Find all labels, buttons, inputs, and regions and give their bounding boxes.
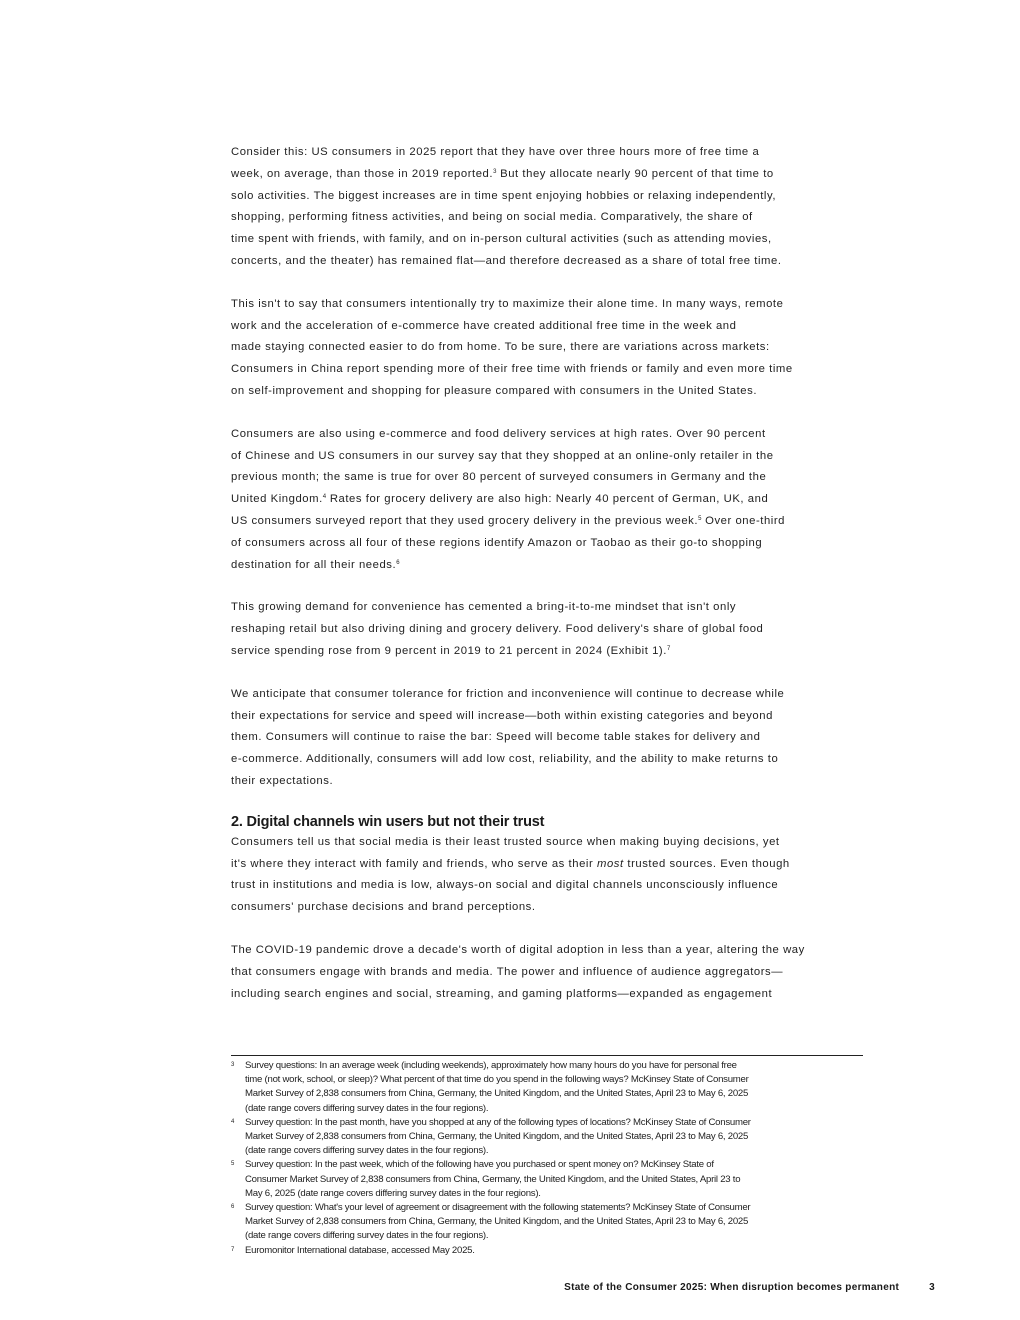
text-line: of consumers across all four of these regions identify Amazon or Taobao as their go-to shopping	[231, 536, 763, 549]
text-line: concerts, and the theater) has remained flat—and therefore decreased as a share of total free time.	[231, 254, 782, 267]
footnote	[231, 1244, 865, 1258]
paragraph-7	[231, 940, 865, 1005]
paragraph-1	[231, 142, 865, 273]
text-line: reshaping retail but also driving dining and grocery delivery. Food delivery's share of global food	[231, 623, 764, 636]
text-line: time spent with friends, with family, and on in-person cultural activities (such as attending movies,	[231, 233, 772, 246]
text-line: solo activities. The biggest increases are in time spent enjoying hobbies or relaxing independently,	[231, 189, 777, 202]
text-line: their expectations for service and speed will increase—both within existing categories and beyond	[231, 709, 773, 722]
text-line: including search engines and social, streaming, and gaming platforms—expanded as engagement	[231, 987, 773, 1000]
page-footer	[564, 1282, 935, 1293]
footnote-line: time (not work, school, or sleep)? What percent of that time do you spend in the following ways? McKinsey State of Consumer	[245, 1074, 749, 1086]
footnote-line: Market Survey of 2,838 consumers from China, Germany, the United Kingdom, and the United States, April 23 to May 6, 2025	[245, 1216, 749, 1228]
text-line: that consumers engage with brands and media. The power and influence of audience aggregators—	[231, 965, 784, 978]
footnote-number: 7	[231, 1246, 235, 1253]
footnote-ref: 6	[396, 559, 400, 566]
text-line: shopping, performing fitness activities, and being on social media. Comparatively, the share of	[231, 211, 753, 224]
footnote-line: Consumer Market Survey of 2,838 consumers from China, Germany, the United Kingdom, and the United States, April 23 to	[245, 1173, 741, 1185]
page-number: 3	[929, 1282, 935, 1293]
text-line: week, on average, than those in 2019 reported.$^3$ But they allocate nearly 90 percent of that time to	[231, 167, 774, 180]
text-line: The COVID-19 pandemic drove a decade's worth of digital adoption in less than a year, altering the way	[231, 943, 805, 956]
footnote-line: Survey question: In the past week, which of the following have you purchased or spent money on? McKinsey State of	[245, 1159, 714, 1171]
text-line: Consumers in China report spending more of their free time with friends or family and even more time	[231, 363, 793, 376]
text-line: United Kingdom.$^4$ Rates for grocery delivery are also high: Nearly 40 percent of German, UK, and	[231, 493, 769, 506]
text-line: Consider this: US consumers in 2025 report that they have over three hours more of free time a	[231, 146, 760, 158]
footnote-number: 6	[231, 1204, 235, 1211]
footnote	[231, 1201, 865, 1244]
footnote-number: 4	[231, 1118, 235, 1125]
footnote-divider	[231, 1055, 863, 1056]
footnote-number: 3	[231, 1062, 235, 1068]
text-line: them. Consumers will continue to raise the bar: Speed will become table stakes for delivery and	[231, 731, 761, 744]
footnote-number: 5	[231, 1161, 235, 1168]
footnote-line: Survey question: What's your level of agreement or disagreement with the following statements? McKinsey State of Consumer	[245, 1202, 751, 1214]
footnote-line: Market Survey of 2,838 consumers from China, Germany, the United Kingdom, and the United States, April 23 to May 6, 2025	[245, 1088, 749, 1100]
emphasis: most	[597, 857, 624, 870]
footnote	[231, 1059, 865, 1116]
text-line: previous month; the same is true for over 80 percent of surveyed consumers in Germany and the	[231, 471, 767, 484]
paragraph-2	[231, 294, 865, 403]
footnote-ref: 5	[698, 515, 702, 522]
text-line: US consumers surveyed report that they used grocery delivery in the previous week.$^5$ Over one-third	[231, 514, 786, 527]
text-line: made staying connected easier to do from home. To be sure, there are variations across markets:	[231, 341, 770, 354]
paragraph-5	[231, 684, 865, 793]
article-body	[231, 142, 865, 1026]
text-line: destination for all their needs.$^6$	[231, 558, 400, 571]
text-line: This isn't to say that consumers intentionally try to maximize their alone time. In many ways, remote	[231, 297, 784, 310]
text-line: We anticipate that consumer tolerance for friction and inconvenience will continue to decrease while	[231, 687, 785, 700]
text-line: on self-improvement and shopping for pleasure compared with consumers in the United States.	[231, 384, 758, 397]
footnote-line: (date range covers differing survey dates in the four regions).	[245, 1230, 489, 1242]
footnote-line: (date range covers differing survey dates in the four regions).	[245, 1145, 489, 1157]
footnote-line: (date range covers differing survey dates in the four regions).	[245, 1102, 489, 1114]
footnote	[231, 1158, 865, 1201]
paragraph-3	[231, 424, 865, 577]
footnote-line: Market Survey of 2,838 consumers from China, Germany, the United Kingdom, and the United States, April 23 to May 6, 2025	[245, 1131, 749, 1143]
text-line: their expectations.	[231, 774, 334, 787]
footer-title: State of the Consumer 2025: When disruption becomes permanent	[564, 1282, 900, 1293]
text-line: work and the acceleration of e-commerce have created additional free time in the week and	[231, 319, 737, 332]
text-line: of Chinese and US consumers in our survey say that they shopped at an online-only retailer in the	[231, 449, 774, 462]
footnote-ref: 4	[322, 494, 327, 501]
section-heading: 2. Digital channels win users but not their trust	[231, 813, 545, 830]
text-line: it's where they interact with family and friends, who serve as their most trusted sources. Even though	[231, 857, 790, 870]
text-line: trust in institutions and media is low, always-on social and digital channels unconsciously influence	[231, 879, 779, 892]
footnote	[231, 1116, 865, 1159]
paragraph-6	[231, 832, 865, 919]
footnote-line: May 6, 2025 (date range covers differing survey dates in the four regions).	[245, 1187, 541, 1199]
footnote-line: Survey questions: In an average week (including weekends), approximately how many hours do you have for personal free	[245, 1060, 737, 1071]
footnotes	[231, 1059, 865, 1258]
text-line: consumers' purchase decisions and brand perceptions.	[231, 901, 536, 914]
text-line: e-commerce. Additionally, consumers will add low cost, reliability, and the ability to make returns to	[231, 753, 779, 766]
text-line: service spending rose from 9 percent in 2019 to 21 percent in 2024 (Exhibit 1).$^7$	[231, 644, 671, 657]
text-line: Consumers tell us that social media is their least trusted source when making buying decisions, yet	[231, 835, 780, 848]
paragraph-4	[231, 597, 865, 662]
footnote-ref: 7	[666, 645, 671, 652]
text-line: Consumers are also using e-commerce and food delivery services at high rates. Over 90 percent	[231, 427, 766, 440]
footnote-line: Euromonitor International database, accessed May 2025.	[245, 1244, 475, 1256]
footnote-line: Survey question: In the past month, have you shopped at any of the following types of locations? McKinsey State of Consumer	[245, 1116, 751, 1128]
footnote-ref: 3	[493, 168, 497, 175]
text-line: This growing demand for convenience has cemented a bring-it-to-me mindset that isn't only	[231, 601, 737, 614]
